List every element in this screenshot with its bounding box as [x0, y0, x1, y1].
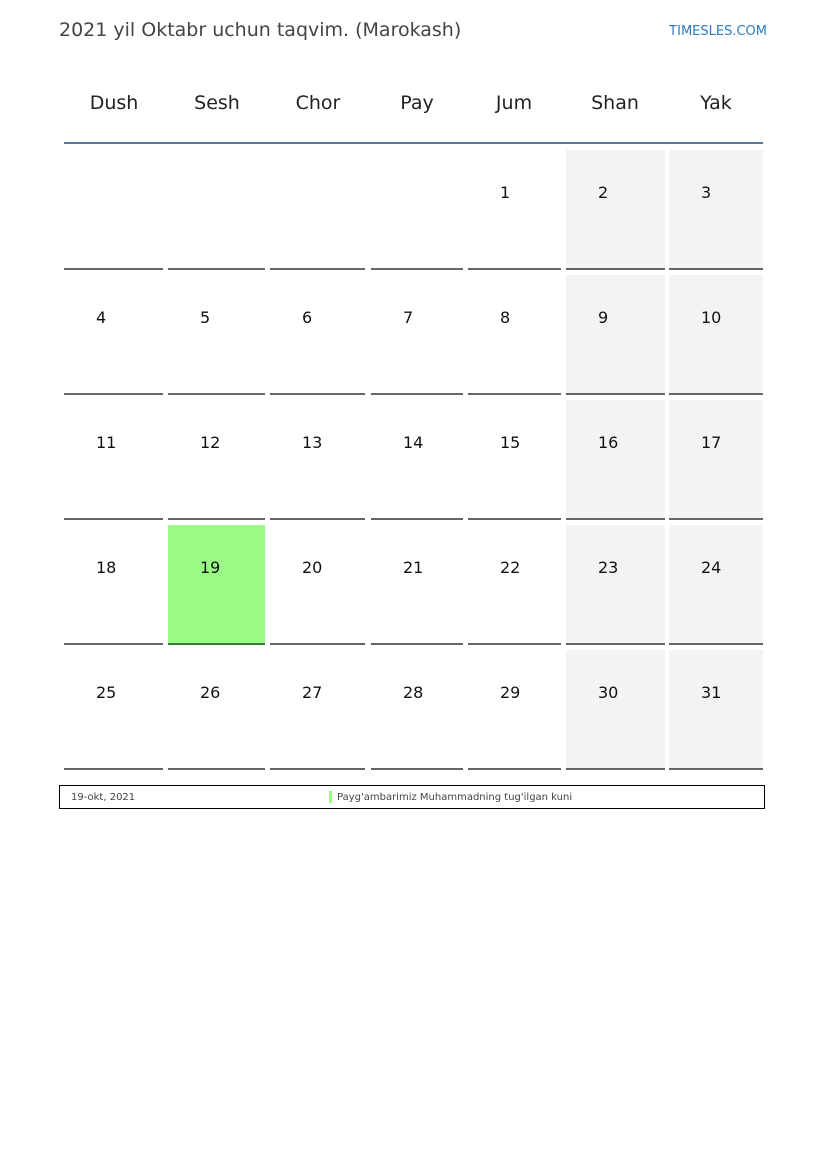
empty-day-cell	[168, 150, 265, 270]
weekday-label: Jum	[495, 92, 533, 114]
day-cell[interactable]	[270, 400, 365, 520]
legend-holiday-name: Payg'ambarimiz Muhammadning tug'ilgan kuni	[337, 792, 573, 803]
day-cell[interactable]	[468, 275, 561, 395]
day-cell[interactable]	[64, 400, 163, 520]
day-cell[interactable]	[669, 400, 763, 520]
day-cell[interactable]	[566, 150, 665, 270]
day-number: 8	[500, 308, 511, 327]
page-title: 2021 yil Oktabr uchun taqvim. (Marokash)	[59, 19, 462, 41]
day-number: 14	[403, 433, 424, 452]
day-number: 11	[96, 433, 117, 452]
day-number: 29	[500, 683, 521, 702]
weekday-label: Dush	[89, 92, 139, 114]
weekday-label: Yak	[700, 92, 732, 114]
day-number: 1	[500, 183, 511, 202]
day-number: 17	[701, 433, 722, 452]
day-number: 21	[403, 558, 424, 577]
day-cell[interactable]	[270, 650, 365, 770]
day-number: 20	[302, 558, 323, 577]
day-number: 15	[500, 433, 521, 452]
day-cell[interactable]	[64, 275, 163, 395]
day-number: 19	[200, 558, 221, 577]
day-number: 12	[200, 433, 221, 452]
day-number: 24	[701, 558, 722, 577]
day-cell[interactable]	[168, 525, 265, 645]
weekday-header-row	[64, 60, 763, 144]
empty-day-cell	[64, 150, 163, 270]
day-number: 26	[200, 683, 221, 702]
day-number: 18	[96, 558, 117, 577]
day-cell[interactable]	[669, 150, 763, 270]
day-number: 4	[96, 308, 107, 327]
day-number: 9	[598, 308, 609, 327]
day-number: 31	[701, 683, 722, 702]
brand-link[interactable]: TIMESLES.COM	[669, 24, 767, 39]
day-cell[interactable]	[468, 400, 561, 520]
day-cell[interactable]	[468, 525, 561, 645]
day-number: 23	[598, 558, 619, 577]
day-cell[interactable]	[168, 650, 265, 770]
day-cell[interactable]	[64, 650, 163, 770]
day-number: 22	[500, 558, 521, 577]
day-cell[interactable]	[566, 525, 665, 645]
day-number: 3	[701, 183, 712, 202]
calendar-grid	[64, 60, 763, 702]
day-cell[interactable]	[468, 650, 561, 770]
day-number: 2	[598, 183, 609, 202]
day-cell[interactable]	[669, 525, 763, 645]
day-number: 27	[302, 683, 323, 702]
weekday-label: Sesh	[194, 92, 240, 114]
day-cell[interactable]	[64, 525, 163, 645]
day-cell[interactable]	[566, 400, 665, 520]
empty-day-cell	[270, 150, 365, 270]
day-cell[interactable]	[168, 400, 265, 520]
day-number: 10	[701, 308, 722, 327]
weekday-label: Pay	[400, 92, 434, 114]
day-cell[interactable]	[371, 525, 463, 645]
day-number: 30	[598, 683, 619, 702]
day-cell[interactable]	[669, 650, 763, 770]
day-cell[interactable]	[566, 275, 665, 395]
day-number: 25	[96, 683, 117, 702]
legend-date: 19-okt, 2021	[71, 792, 136, 803]
weekday-label: Shan	[591, 92, 639, 114]
day-cell[interactable]	[270, 275, 365, 395]
holiday-legend	[59, 785, 765, 809]
weekday-label: Chor	[295, 92, 341, 114]
day-cell[interactable]	[669, 275, 763, 395]
empty-day-cell	[371, 150, 463, 270]
day-cell[interactable]	[468, 150, 561, 270]
legend-color-swatch	[329, 791, 332, 803]
day-cell[interactable]	[371, 650, 463, 770]
day-cell[interactable]	[566, 650, 665, 770]
day-cell[interactable]	[371, 400, 463, 520]
day-number: 16	[598, 433, 619, 452]
day-cell[interactable]	[371, 275, 463, 395]
day-number: 13	[302, 433, 323, 452]
day-number: 5	[200, 308, 211, 327]
day-number: 28	[403, 683, 424, 702]
day-cell[interactable]	[270, 525, 365, 645]
day-number: 6	[302, 308, 313, 327]
day-number: 7	[403, 308, 414, 327]
day-cell[interactable]	[168, 275, 265, 395]
